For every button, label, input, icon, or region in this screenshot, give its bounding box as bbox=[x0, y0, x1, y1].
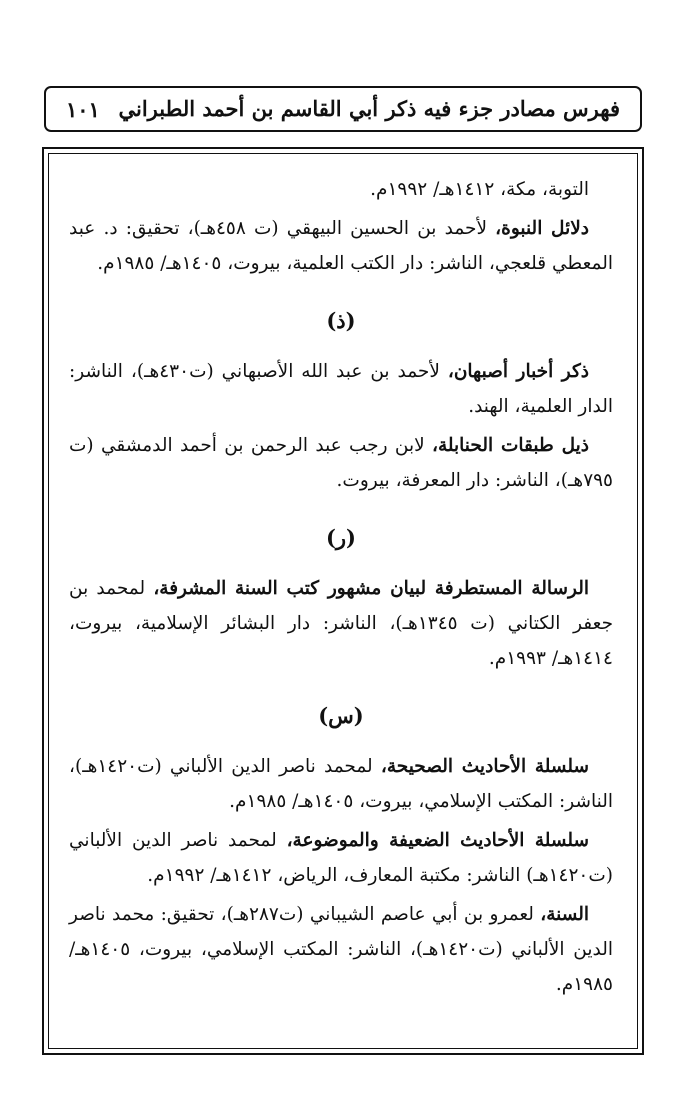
bib-entry-title: سلسلة الأحاديث الصحيحة، bbox=[380, 756, 589, 777]
bib-entry-dhayl-tabaqat bbox=[69, 428, 613, 498]
bib-entry-title: السنة، bbox=[540, 904, 589, 925]
bib-entry-sunna bbox=[69, 897, 613, 1002]
bib-entry-title: سلسلة الأحاديث الضعيفة والموضوعة، bbox=[286, 830, 589, 851]
section-heading-ra: (ر) bbox=[325, 525, 356, 550]
page-frame-inner bbox=[48, 153, 638, 1049]
bib-entry-silsila-daifa bbox=[69, 823, 613, 893]
bib-entry-text: لابن رجب عبد الرحمن بن أحمد الدمشقي (ت ٧٩٥هـ)، الناشر: دار المعرفة، بيروت. bbox=[69, 435, 613, 491]
section-heading-sin: (س) bbox=[318, 703, 364, 728]
bib-entry-dhikr-akhbar bbox=[69, 354, 613, 424]
bibliography-content bbox=[69, 172, 613, 1006]
bib-entry-text: لعمرو بن أبي عاصم الشيباني (ت٢٨٧هـ)، تحقيق: محمد ناصر الدين الألباني (ت١٤٢٠هـ)، الناشر: المكتب الإسلامي، بيروت، ١٤٠٥هـ/ ١٩٨٥م. bbox=[69, 904, 613, 995]
bib-entry-title: الرسالة المستطرفة لبيان مشهور كتب السنة المشرفة، bbox=[153, 578, 589, 599]
continued-entry bbox=[69, 172, 613, 207]
running-header bbox=[44, 86, 642, 132]
bib-entry-text: لأحمد بن الحسين البيهقي (ت ٤٥٨هـ)، تحقيق: د. عبد المعطي قلعجي، الناشر: دار الكتب العلمية، بيروت، ١٤٠٥هـ/ ١٩٨٥م. bbox=[69, 218, 613, 274]
bib-entry-text: لمحمد ناصر الدين الألباني (ت١٤٢٠هـ)، الناشر: المكتب الإسلامي، بيروت، ١٤٠٥هـ/ ١٩٨٥م. bbox=[69, 756, 613, 812]
header-title: فهرس مصادر جزء فيه ذكر أبي القاسم بن أحمد الطبراني bbox=[118, 96, 620, 121]
bib-entry-title: دلائل النبوة، bbox=[495, 218, 590, 239]
page-number: ١٠١ bbox=[66, 97, 100, 122]
bib-entry-title: ذيل طبقات الحنابلة، bbox=[432, 435, 589, 456]
continued-entry-text: التوبة، مكة، ١٤١٢هـ/ ١٩٩٢م. bbox=[370, 179, 589, 200]
bib-entry-risala bbox=[69, 571, 613, 676]
page-frame bbox=[42, 147, 644, 1055]
bib-entry-dalail bbox=[69, 211, 613, 281]
bib-entry-text: لأحمد بن عبد الله الأصبهاني (ت٤٣٠هـ)، الناشر: الدار العلمية، الهند. bbox=[69, 361, 613, 417]
bib-entry-text: لمحمد ناصر الدين الألباني (ت١٤٢٠هـ) الناشر: مكتبة المعارف، الرياض، ١٤١٢هـ/ ١٩٩٢م. bbox=[69, 830, 613, 886]
bib-entry-title: ذكر أخبار أصبهان، bbox=[447, 361, 589, 382]
bib-entry-text: لمحمد بن جعفر الكتاني (ت ١٣٤٥هـ)، الناشر: دار البشائر الإسلامية، بيروت، ١٤١٤هـ/ ١٩٩٣م. bbox=[69, 578, 614, 669]
bib-entry-silsila-sahiha bbox=[69, 749, 613, 819]
section-heading-dhal: (ذ) bbox=[326, 308, 356, 333]
